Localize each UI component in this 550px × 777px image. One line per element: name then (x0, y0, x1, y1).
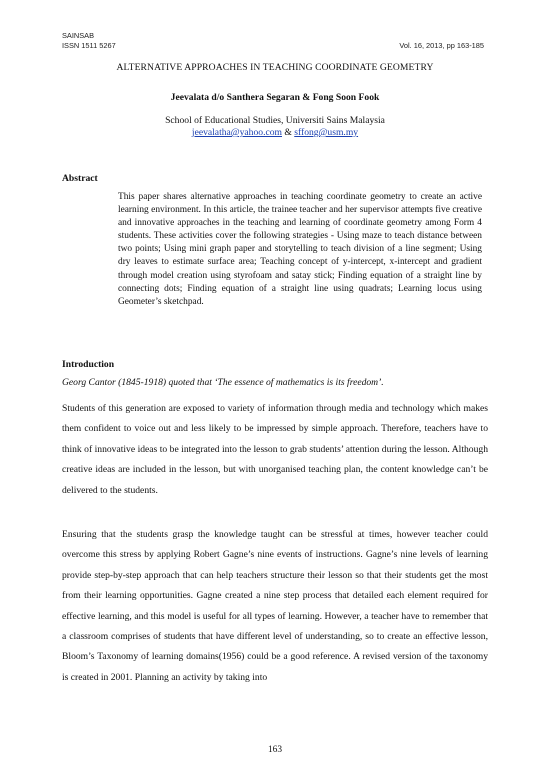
introduction-heading: Introduction (62, 359, 115, 370)
paper-title: ALTERNATIVE APPROACHES IN TEACHING COORDINATE GEOMETRY (116, 62, 434, 73)
cantor-quote: Georg Cantor (1845-1918) quoted that ‘The essence of mathematics is its freedom’. (62, 377, 384, 388)
abstract-heading: Abstract (62, 173, 98, 184)
email-link-1[interactable]: jeevalatha@yahoo.com (191, 127, 282, 138)
author-emails (0, 127, 550, 138)
affiliation: School of Educational Studies, Universiti Sains Malaysia (165, 115, 385, 126)
abstract-text: This paper shares alternative approaches in teaching coordinate geometry to create an active learning environment. In this article, the trainee teacher and her supervisor attempts five creative and innovative approaches in the teaching and learning of coordinate geometry among Form 4 students. These activities cover the following strategies - Using maze to teach distance between two points; Using mini graph paper and storytelling to teach division of a line segment; Using dry leaves to estimate surface area; Teaching concept of y-intercept, x-intercept and gradient through model creation using styrofoam and satay stick; Finding equation of a straight line by connecting dots; Finding equation of a straight line using quadrats; Learning locus using Geometer’s sketchpad. (118, 192, 482, 307)
email-separator: & (281, 127, 295, 138)
email-link-2[interactable]: sffong@usm.my (294, 127, 359, 138)
intro-paragraph-1: Students of this generation are exposed to variety of information through media and technology which makes them confident to voice out and less likely to be impressed by simple approach. Therefore, teachers have to think of innovative ideas to be integrated into the lesson to grab students’ attention during the lesson. Although creative ideas are included in the lesson, but with unorganised teaching plan, the content knowledge can’t be delivered to the students. (62, 403, 488, 496)
issn: ISSN 1511 5267 (62, 41, 116, 50)
intro-paragraph-2: Ensuring that the students grasp the knowledge taught can be stressful at times, however teacher could overcome this stress by applying Robert Gagne’s nine events of instructions. Gagne’s nine levels of learning provide step-by-step approach that can help teachers structure their lesson so that their students get the most from their learning opportunities. Gagne created a nine step process that detailed each element required for effective learning, and this model is useful for all types of learning. However, a teacher have to remember that a classroom comprises of students that have different level of understanding, so to create an effective lesson, Bloom’s Taxonomy of learning domains(1956) could be a good reference. A revised version of the taxonomy is created in 2001. Planning an activity by taking into (62, 529, 488, 683)
journal-name: SAINSAB (62, 31, 95, 40)
page-number: 163 (267, 745, 283, 755)
authors: Jeevalata d/o Santhera Segaran & Fong Soon Fook (170, 92, 380, 103)
volume-info: Vol. 16, 2013, pp 163-185 (399, 41, 484, 50)
